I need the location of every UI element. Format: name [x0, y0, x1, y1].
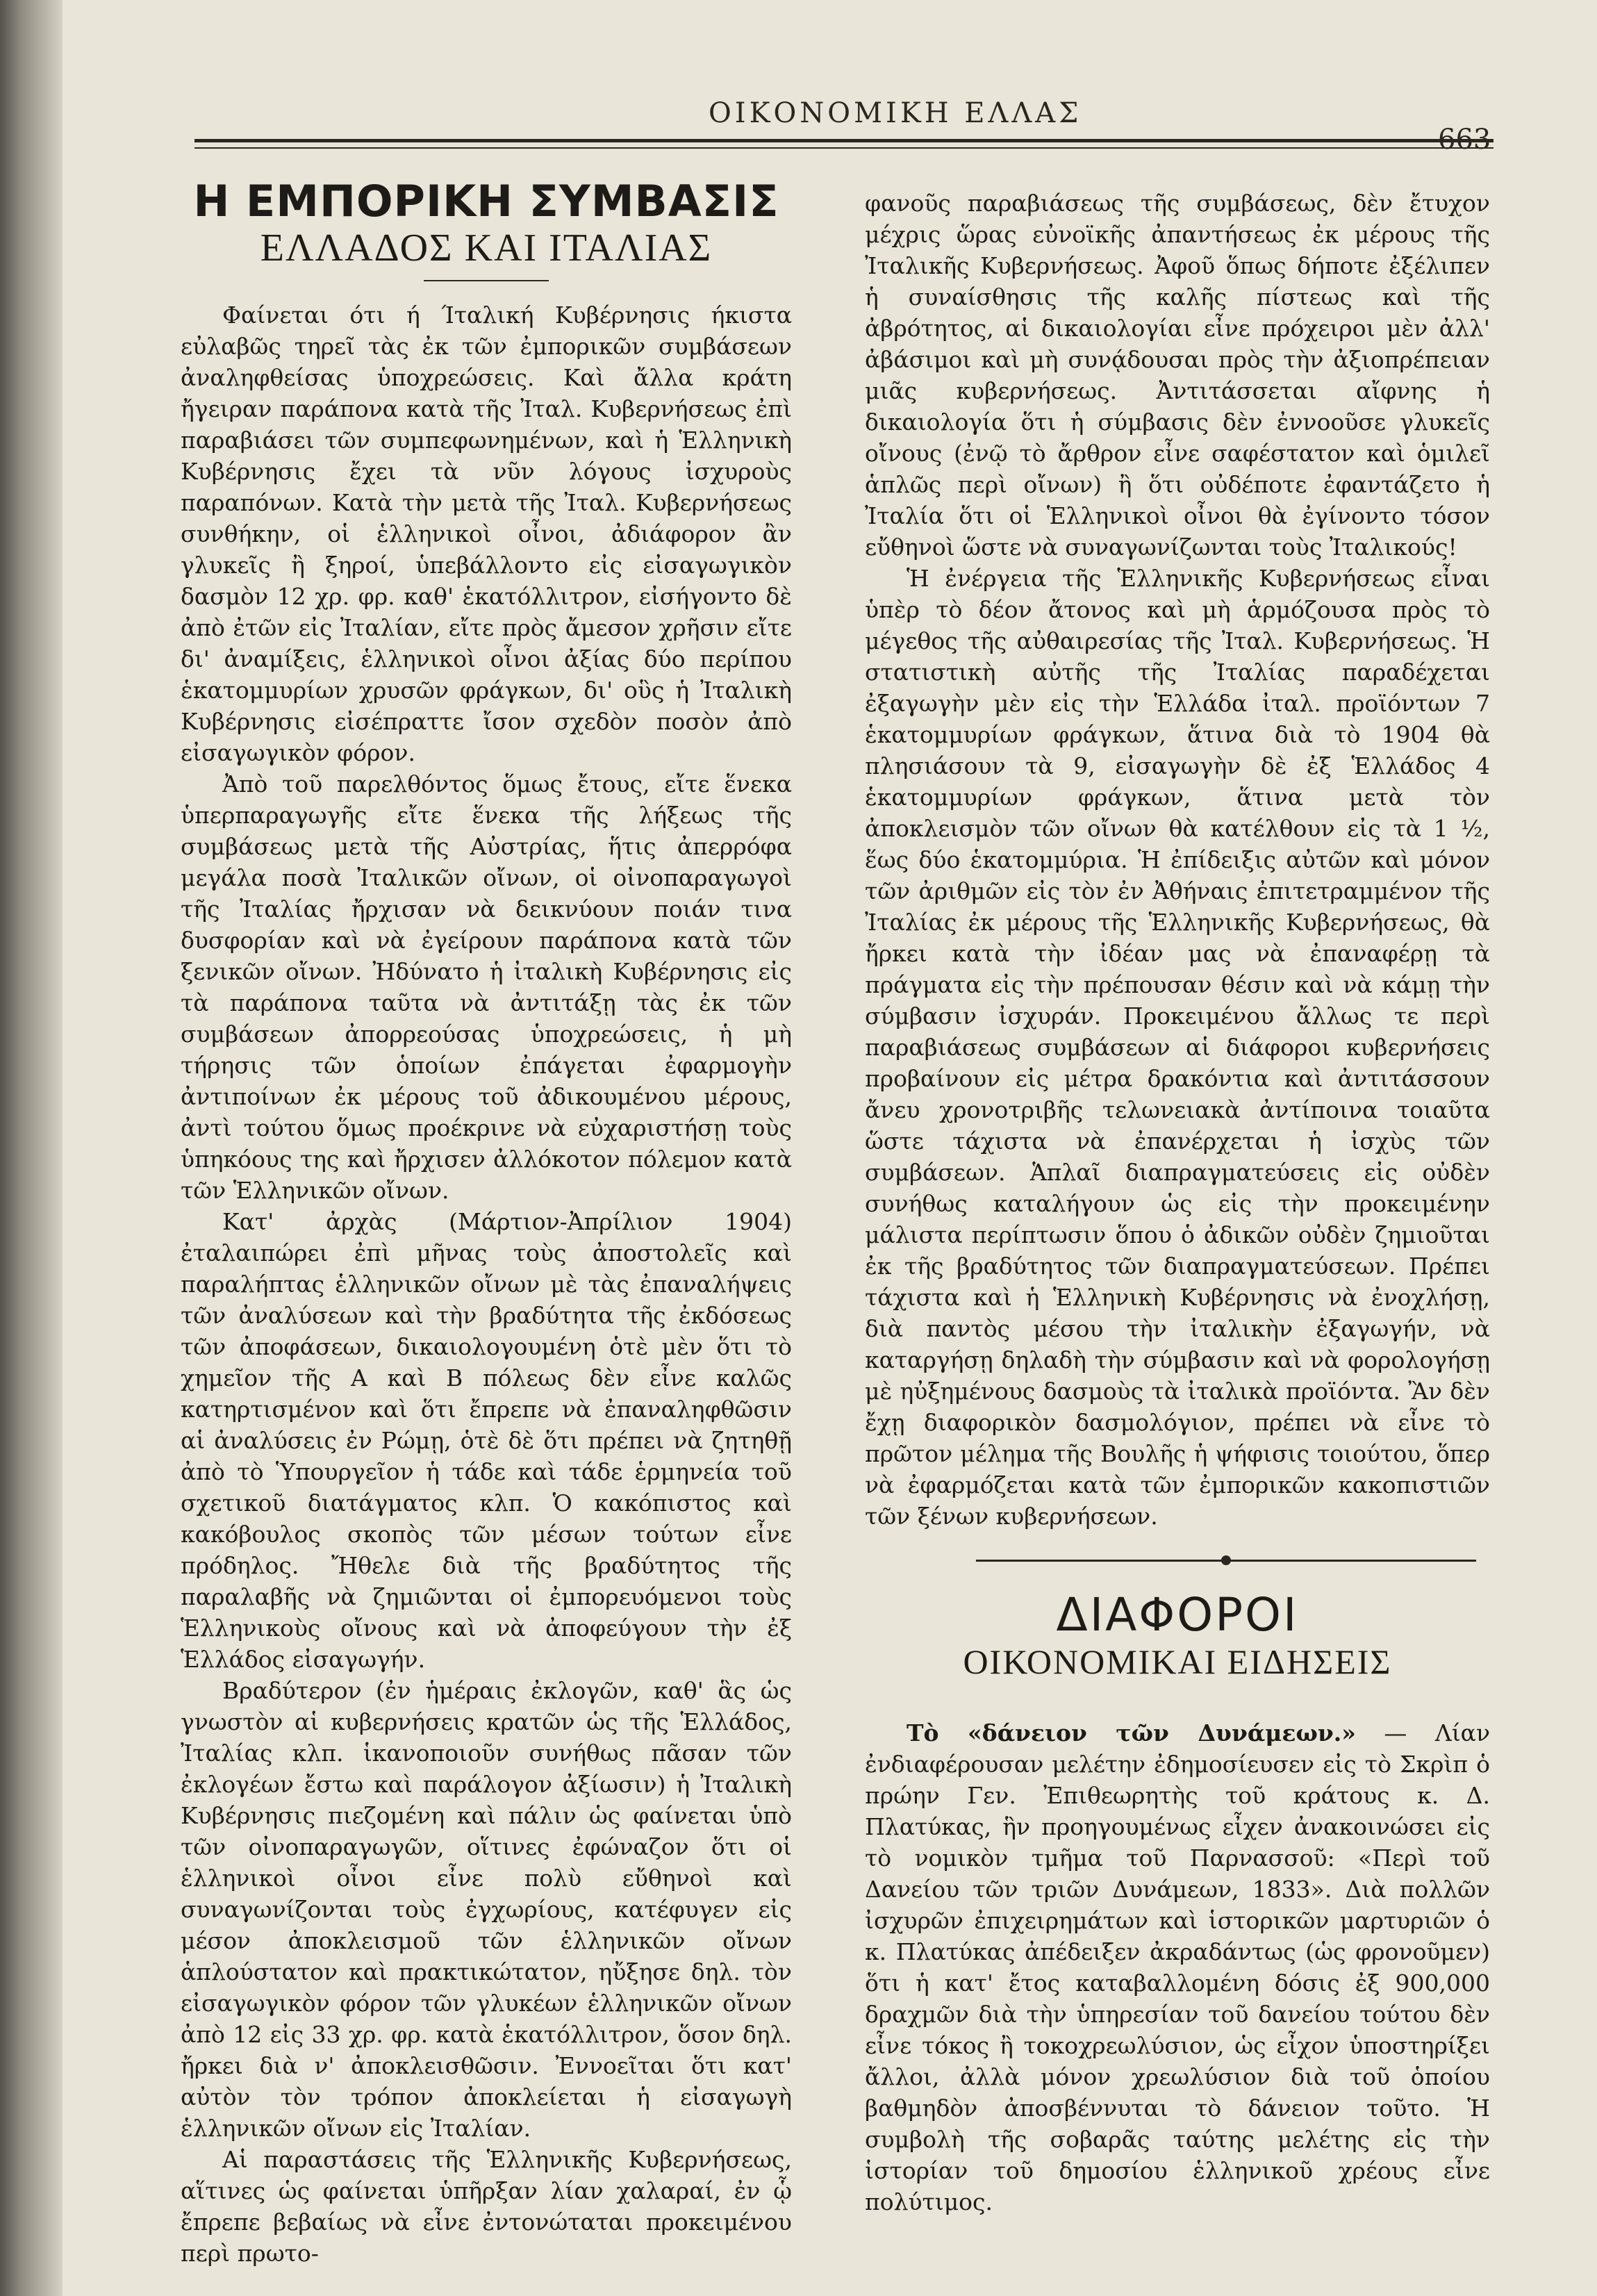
- running-head: ΟΙΚΟΝΟΜΙΚΗ ΕΛΛΑΣ: [709, 97, 1082, 129]
- news-item-heading: Τὸ «δάνειον τῶν Δυνάμεων.»: [907, 1719, 1356, 1746]
- article-paragraph: Βραδύτερον (ἐν ἡμέραις ἐκλογῶν, καθ' ἃς ὡς γνωστὸν αἱ κυβερνήσεις κρατῶν ὡς τῆς Ἑλλάδος, Ἰταλίας κλπ. ἱκανοποιοῦν συνήθως πᾶσαν τῶν ἐκλογέων ἔστω καὶ παράλογον ἀξίωσιν) ἡ Ἰταλικὴ Κυβέρνησις πιεζομένη καὶ πάλιν ὡς φαίνεται ὑπὸ τῶν οἰνοπαραγωγῶν, οἵτινες ἐφώναζον ὅτι οἱ ἑλληνικοὶ οἶνοι εἶνε πολὺ εὔθηνοὶ καὶ συναγωνίζονται τοὺς ἐγχωρίους, κατέφυγεν εἰς μέσον ἀποκλεισμοῦ τῶν ἑλληνικῶν οἴνων ἁπλούστατον καὶ πρακτικώτατον, ηὔξησε δηλ. τὸν εἰσαγωγικὸν φόρον τῶν γλυκέων ἑλληνικῶν οἴνων ἀπὸ 12 εἰς 33 χρ. φρ. κατὰ ἑκατόλλιτρον, ὅσον δηλ. ἤρκει διὰ ν' ἀποκλεισθῶσιν. Ἐννοεῖται ὅτι κατ' αὐτὸν τὸν τρόπον ἀποκλείεται ἡ εἰσαγωγὴ ἑλληνικῶν οἴνων εἰς Ἰταλίαν.: [181, 1677, 792, 2142]
- article-paragraph: Ἀπὸ τοῦ παρελθόντος ὅμως ἔτους, εἴτε ἕνεκα ὑπερπαραγωγῆς εἴτε ἕνεκα τῆς λήξεως τῆς συμβάσεως μετὰ τῆς Αὐστρίας, ἥτις ἀπερρόφα μεγάλα ποσὰ Ἰταλικῶν οἴνων, οἱ οἰνοπαραγωγοὶ τῆς Ἰταλίας ἤρχισαν νὰ δεικνύουν ποιάν τινα δυσφορίαν καὶ νὰ ἐγείρουν παράπονα κατὰ τῶν ξενικῶν οἴνων. Ἠδύνατο ἡ ἰταλικὴ Κυβέρνησις εἰς τὰ παράπονα ταῦτα νὰ ἀντιτάξῃ τὰς ἐκ τῶν συμβάσεων ἀπορρεούσας ὑποχρεώσεις, ἡ μὴ τήρησις τῶν ὁποίων ἐπάγεται ἐφαρμογὴν ἀντιποίνων ἐκ μέρους τοῦ ἀδικουμένου μέρους, ἀντὶ τούτου ὅμως προέκρινε νὰ εὐχαριστήσῃ τοὺς ὑπηκόους της καὶ ἤρχισεν ἀλλόκοτον πόλεμον κατὰ τῶν Ἑλληνικῶν οἴνων.: [181, 770, 792, 1204]
- article-paragraph-continued: Ἡ ἐνέργεια τῆς Ἑλληνικῆς Κυβερνήσεως εἶναι ὑπὲρ τὸ δέον ἄτονος καὶ μὴ ἁρμόζουσα πρὸς τὸ μέγεθος τῆς αὐθαιρεσίας τῆς Ἰταλ. Κυβερνήσεως. Ἡ στατιστικὴ αὐτῆς τῆς Ἰταλίας παραδέχεται ἐξαγωγὴν μὲν εἰς τὴν Ἑλλάδα ἰταλ. προϊόντων 7 ἑκατομμυρίων φράγκων, ἅτινα διὰ τὸ 1904 θὰ πλησιάσουν τὰ 9, εἰσαγωγὴν δὲ ἐξ Ἑλλάδος 4 ἑκατομμυρίων φράγκων, ἅτινα μετὰ τὸν ἀποκλεισμὸν τῶν οἴνων θὰ κατέλθουν εἰς τὰ 1 ½, ἕως δύο ἑκατομμύρια. Ἡ ἐπίδειξις αὐτῶν καὶ μόνον τῶν ἀριθμῶν εἰς τὸν ἐν Ἀθήναις ἐπιτετραμμένον τῆς Ἰταλίας ἐκ μέρους τῆς Ἑλληνικῆς Κυβερνήσεως, θὰ ἤρκει κατὰ τὴν ἰδέαν μας νὰ ἐπαναφέρῃ τὰ πράγματα εἰς τὴν πρέπουσαν θέσιν καὶ νὰ κάμῃ τὴν σύμβασιν ἰσχυράν. Προκειμένου ἄλλως τε περὶ παραβιάσεως συμβάσεων αἱ διάφοροι κυβερνήσεις προβαίνουν εἰς μέτρα δρακόντια καὶ ἀντιτάσσουν ἄνευ χρονοτριβῆς τελωνειακὰ ἀντίποινα τοιαῦτα ὥστε τάχιστα νὰ ἐπανέρχεται ἡ ἰσχὺς τῶν συμβάσεων. Ἁπλαῖ διαπραγματεύσεις εἰς οὐδὲν συνήθως καταλήγουν ὡς εἰς τὴν προκειμένην μάλιστα περίπτωσιν ὅπου ὁ ἀδικῶν οὐδὲν ζημιοῦται ἐκ τῆς βραδύτητος τῶν διαπραγματεύσεων. Πρέπει τάχιστα καὶ ἡ Ἑλληνικὴ Κυβέρνησις νὰ ἐνοχλήσῃ, διὰ παντὸς μέσου τὴν ἰταλικὴν ἐξαγωγήν, νὰ καταργήσῃ δηλαδὴ τὴν σύμβασιν καὶ νὰ φορολογήσῃ μὲ ηὐξημένους δασμοὺς τὰ ἰταλικὰ προϊόντα. Ἂν δὲν ἔχῃ διαφορικὸν δασμολόγιον, πρέπει νὰ εἶνε τὸ πρῶτον μέλημα τῆς Βουλῆς ἡ ψήφισις τοιούτου, ὅπερ νὰ ἐφαρμόζεται κατὰ τῶν ἐμπορικῶν κακοπιστιῶν τῶν ξένων κυβερνήσεων.: [865, 565, 1490, 1530]
- section-title: ΔΙΑΦΟΡΟΙ: [1056, 1588, 1299, 1642]
- article-paragraph: Φαίνεται ότι ή Ίταλική Κυβέρνησις ήκιστα εὐλαβῶς τηρεῖ τὰς ἐκ τῶν ἐμπορικῶν συμβάσεων ἀναληφθείσας ὑποχρεώσεις. Καὶ ἄλλα κράτη ἤγειραν παράπονα κατὰ τῆς Ἰταλ. Κυβερνήσεως ἐπὶ παραβιάσει τῶν συμπεφωνημένων, καὶ ἡ Ἑλληνικὴ Κυβέρνησις ἔχει τὰ νῦν λόγους ἰσχυροὺς παραπόνων. Κατὰ τὴν μετὰ τῆς Ἰταλ. Κυβερνήσεως συνθήκην, οἱ ἑλληνικοὶ οἶνοι, ἀδιάφορον ἂν γλυκεῖς ἢ ξηροί, ὑπεβάλλοντο εἰς εἰσαγωγικὸν δασμὸν 12 χρ. φρ. καθ' ἑκατόλλιτρον, εἰσήγοντο δὲ ἀπὸ ἐτῶν εἰς Ἰταλίαν, εἴτε πρὸς ἄμεσον χρῆσιν εἴτε δι' ἀναμίξεις, ἑλληνικοὶ οἶνοι ἀξίας δύο περίπου ἑκατομμυρίων χρυσῶν φράγκων, δι' οὓς ἡ Ἰταλικὴ Κυβέρνησις εἰσέπραττε ἴσον σχεδὸν ποσὸν ἀπὸ εἰσαγωγικὸν φόρον.: [181, 302, 792, 766]
- title-rule: [424, 280, 549, 281]
- page-number: 663: [1438, 124, 1491, 156]
- section-subtitle: ΟΙΚΟΝΟΜΙΚΑΙ ΕΙΔΗΣΕΙΣ: [963, 1642, 1392, 1681]
- right-column: [865, 188, 1490, 2217]
- news-item: [865, 1717, 1490, 2217]
- article-subtitle: ΕΛΛΑΔΟΣ ΚΑΙ ΙΤΑΛΙΑΣ: [260, 226, 713, 270]
- article-paragraph: Αἱ παραστάσεις τῆς Ἑλληνικῆς Κυβερνήσεως, αἵτινες ὡς φαίνεται ὑπῆρξαν λίαν χαλαραί, ἐν ᾧ ἔπρεπε βεβαίως νὰ εἶνε ἐντονώταται προκειμένου περὶ πρωτο-: [181, 2146, 792, 2267]
- article-paragraph: Κατ' ἀρχὰς (Μάρτιον-Ἀπρίλιον 1904) ἐταλαιπώρει ἐπὶ μῆνας τοὺς ἀποστολεῖς καὶ παραλήπτας ἑλληνικῶν οἴνων μὲ τὰς ἐπαναλήψεις τῶν ἀναλύσεων καὶ τὴν βραδύτητα τῆς ἐκδόσεως τῶν ἀποφάσεων, δικαιολογουμένη ὁτὲ μὲν ὅτι τὸ χημεῖον τῆς Α καὶ Β πόλεως δὲν εἶνε καλῶς κατηρτισμένον καὶ ὅτι ἔπρεπε νὰ ἐπαναληφθῶσιν αἱ ἀναλύσεις ἐν Ρώμῃ, ὁτὲ δὲ ὅτι πρέπει νὰ ζητηθῇ ἀπὸ τὸ Ὑπουργεῖον ἡ τάδε καὶ τάδε ἑρμηνεία τοῦ σχετικοῦ διατάγματος κλπ. Ὁ κακόπιστος καὶ κακόβουλος σκοπὸς τῶν μέσων τούτων εἶνε πρόδηλος. Ἤθελε διὰ τῆς βραδύτητος τῆς παραλαβῆς νὰ ζημιῶνται οἱ ἐμπορευόμενοι τοὺς Ἑλληνικοὺς οἴνους καὶ νὰ ἀποφεύγουν τὴν ἐξ Ἑλλάδος εἰσαγωγήν.: [181, 1208, 792, 1673]
- left-column: [181, 163, 792, 2269]
- header-rule: [195, 139, 1493, 142]
- separator-dot: [1221, 1555, 1231, 1565]
- header-rule-thin: [195, 147, 1493, 149]
- binding-shadow: [0, 0, 63, 2296]
- article-paragraph-continued: φανοῦς παραβιάσεως τῆς συμβάσεως, δὲν ἔτυχον μέχρις ὥρας εὐνοϊκῆς ἀπαντήσεως ἐκ μέρους τῆς Ἰταλικῆς Κυβερνήσεως. Ἀφοῦ ὅπως δήποτε ἐξέλιπεν ἡ συναίσθησις τῆς καλῆς πίστεως καὶ τῆς ἀβρότητος, αἱ δικαιολογίαι εἶνε πρόχειροι μὲν ἀλλ' ἀβάσιμοι καὶ μὴ συνᾴδουσαι πρὸς τὴν ἀξιοπρέπειαν μιᾶς κυβερνήσεως. Ἀντιτάσσεται αἴφνης ἡ δικαιολογία ὅτι ἡ σύμβασις δὲν ἐννοοῦσε γλυκεῖς οἴνους (ἐνῷ τὸ ἄρθρον εἶνε σαφέστατον καὶ ὁμιλεῖ ἁπλῶς περὶ οἴνων) ἢ ὅτι οὐδέποτε ἐφαντάζετο ἡ Ἰταλία ὅτι οἱ Ἑλληνικοὶ οἶνοι θὰ ἐγίνοντο τόσον εὔθηνοὶ ὥστε νὰ συναγωνίζωνται τοὺς Ἰταλικούς!: [865, 190, 1490, 561]
- news-item-text: — Λίαν ἐνδιαφέρουσαν μελέτην ἐδημοσίευσεν εἰς τὸ Σκρὶπ ὁ πρώην Γεν. Ἐπιθεωρητὴς τοῦ κράτους κ. Δ. Πλατύκας, ἣν προηγουμένως εἶχεν ἀνακοινώσει εἰς τὸ νομικὸν τμῆμα τοῦ Παρνασσοῦ: «Περὶ τοῦ Δανείου τῶν τριῶν Δυνάμεων, 1833». Διὰ πολλῶν ἰσχυρῶν ἐπιχειρημάτων καὶ ἱστορικῶν μαρτυριῶν ὁ κ. Πλατύκας ἀπέδειξεν ἀκραδάντως (ὡς φρονοῦμεν) ὅτι ἡ κατ' ἔτος καταβαλλομένη δόσις ἐξ 900,000 δραχμῶν διὰ τὴν ὑπηρεσίαν τοῦ δανείου τούτου δὲν εἶνε τόκος ἢ τοκοχρεωλύσιον, ὡς εἶχον ὑποστηρίξει ἄλλοι, ἀλλὰ μόνον χρεωλύσιον διὰ τοῦ ὁποίου βαθμηδὸν ἀποσβέννυται τὸ δάνειον τοῦτο. Ἡ συμβολὴ τῆς σοβαρᾶς ταύτης μελέτης εἰς τὴν ἱστορίαν τοῦ δημοσίου ἑλληνικοῦ χρέους εἶνε πολύτιμος.: [865, 1719, 1490, 2215]
- section-separator: [976, 1560, 1476, 1562]
- article-title: Η ΕΜΠΟΡΙΚΗ ΣΥΜΒΑΣΙΣ: [193, 176, 779, 226]
